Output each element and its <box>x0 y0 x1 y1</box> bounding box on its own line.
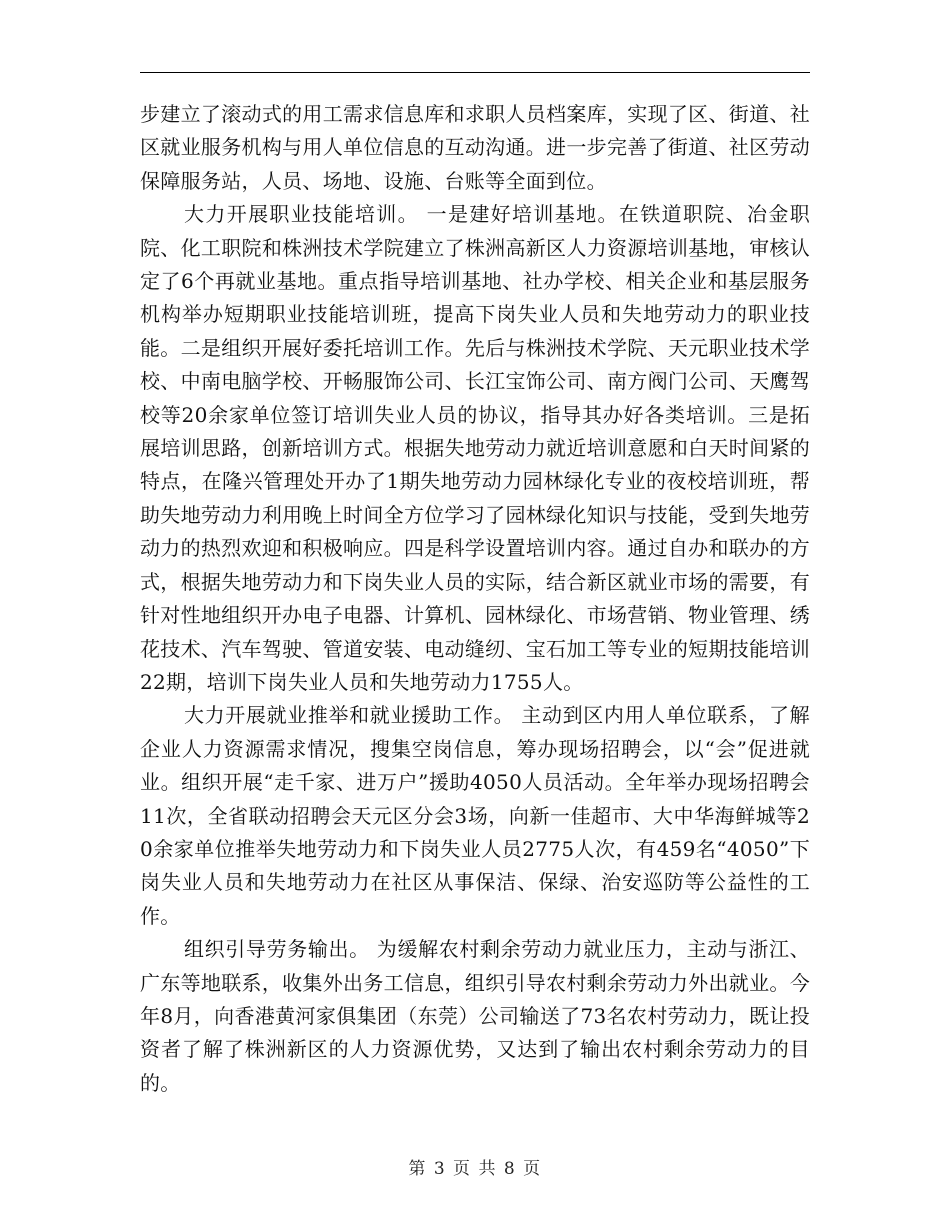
paragraph-skills-training: 大力开展职业技能培训。 一是建好培训基地。在铁道职院、冶金职院、化工职院和株洲技术学院建立了株洲高新区人力资源培训基地，审核认定了6个再就业基地。重点指导培训基地、社办学校、相关企业和基层服务机构举办短期职业技能培训班，提高下岗失业人员和失地劳动力的职业技能。二是组织开展好委托培训工作。先后与株洲技术学院、天元职业技术学校、中南电脑学校、开畅服饰公司、长江宝饰公司、南方阀门公司、天鹰驾校等20余家单位签订培训失业人员的协议，指导其办好各类培训。三是拓展培训思路，创新培训方式。根据失地劳动力就近培训意愿和白天时间紧的特点，在隆兴管理处开办了1期失地劳动力园林绿化专业的夜校培训班，帮助失地劳动力利用晚上时间全方位学习了园林绿化知识与技能，受到失地劳动力的热烈欢迎和积极响应。四是科学设置培训内容。通过自办和联办的方式，根据失地劳动力和下岗失业人员的实际，结合新区就业市场的需要，有针对性地组织开办电子电器、计算机、园林绿化、市场营销、物业管理、绣花技术、汽车驾驶、管道安装、电动缝纫、宝石加工等专业的短期技能培训22期，培训下岗失业人员和失地劳动力1755人。 <box>140 202 810 694</box>
body-text <box>140 98 810 1100</box>
paragraph-continuation: 步建立了滚动式的用工需求信息库和求职人员档案库，实现了区、街道、社区就业服务机构与用人单位信息的互动沟通。进一步完善了街道、社区劳动保障服务站，人员、场地、设施、台账等全面到位。 <box>140 102 810 193</box>
paragraph-employment-assistance: 大力开展就业推举和就业援助工作。 主动到区内用人单位联系，了解企业人力资源需求情况，搜集空岗信息，筹办现场招聘会，以“会”促进就业。组织开展“走千家、进万户”援助4050人员活动。全年举办现场招聘会11次，全省联动招聘会天元区分会3场，向新一佳超市、大中华海鲜城等20余家单位推举失地劳动力和下岗失业人员2775人次，有459名“4050”下岗失业人员和失地劳动力在社区从事保洁、保绿、治安巡防等公益性的工作。 <box>140 703 810 928</box>
paragraph-labor-export: 组织引导劳务输出。 为缓解农村剩余劳动力就业压力，主动与浙江、广东等地联系，收集外出务工信息，组织引导农村剩余劳动力外出就业。今年8月，向香港黄河家俱集团（东莞）公司输送了73名农村劳动力，既让投资者了解了株洲新区的人力资源优势，又达到了输出农村剩余劳动力的目的。 <box>140 937 810 1095</box>
header-rule <box>140 72 810 73</box>
page-number-footer: 第 3 页 共 8 页 <box>408 1159 542 1179</box>
